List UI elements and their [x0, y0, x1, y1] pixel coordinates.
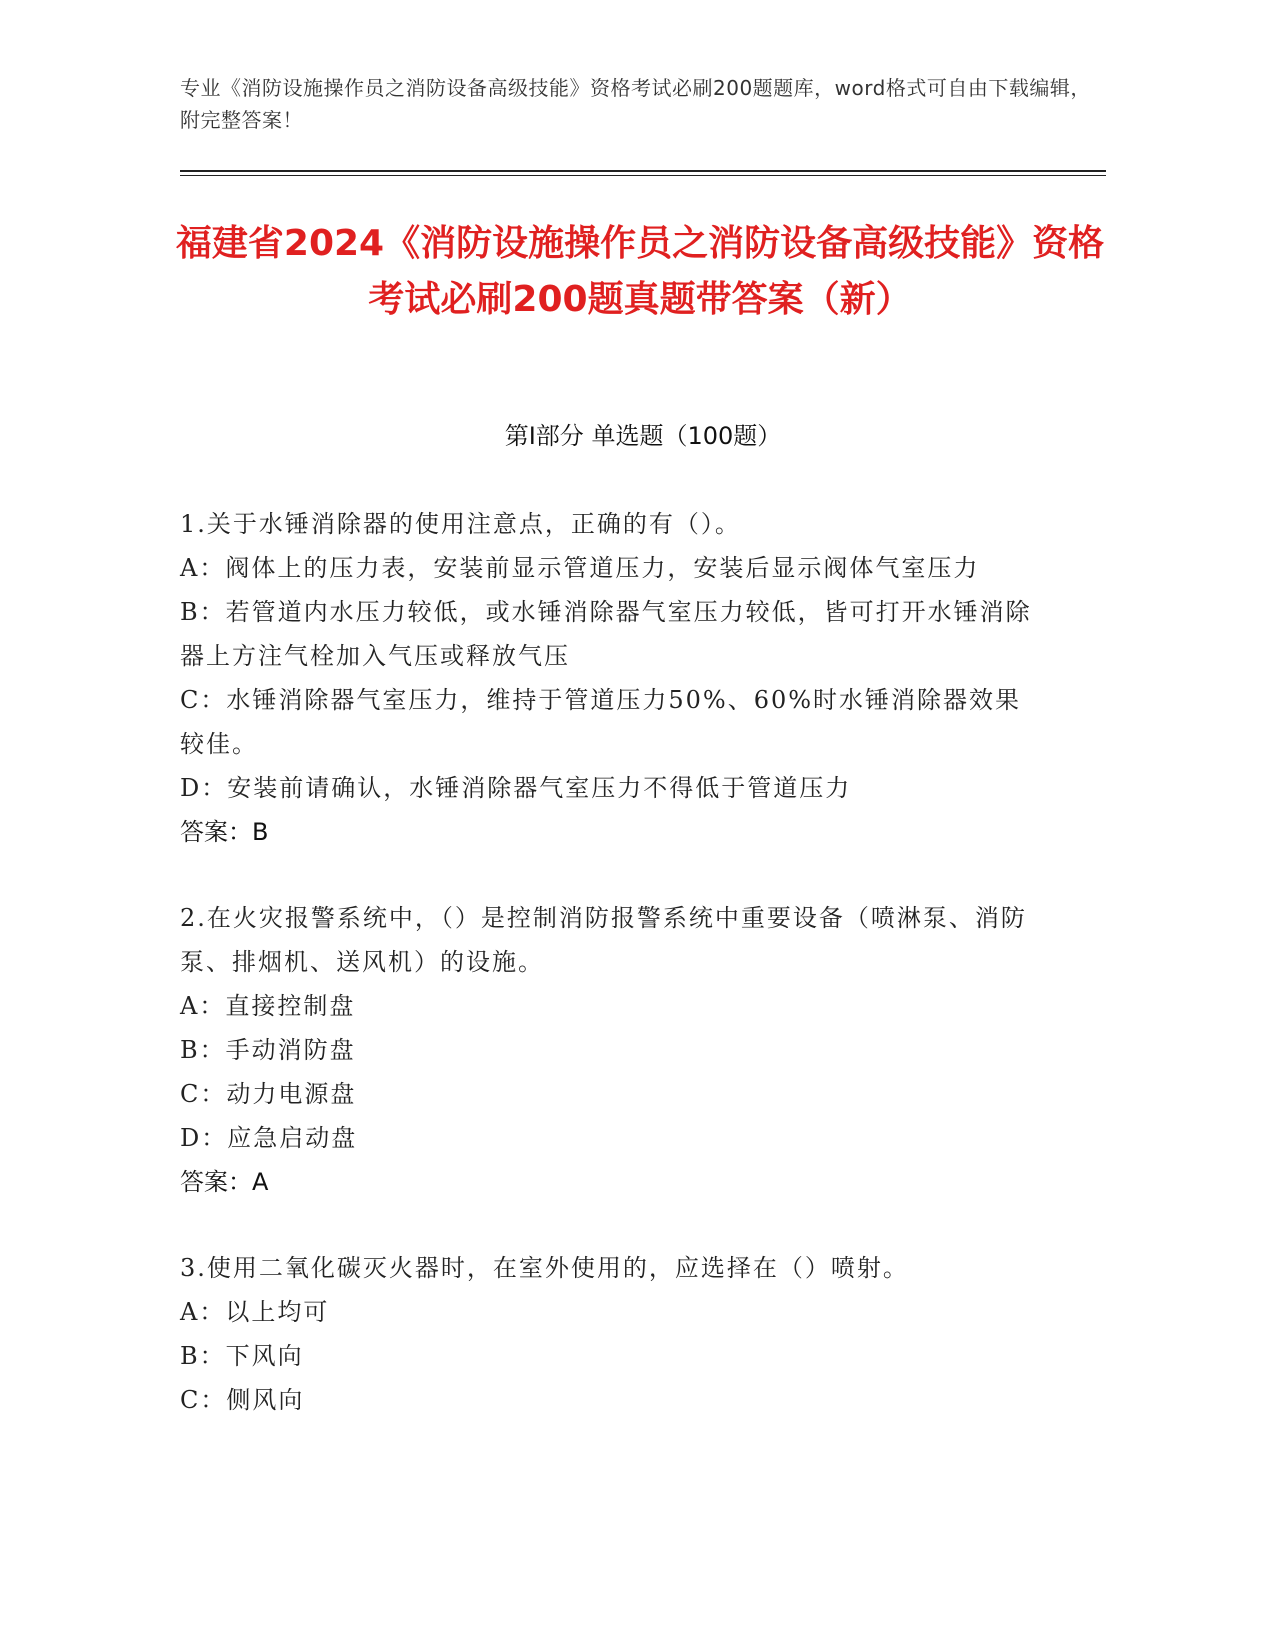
option-d: D：应急启动盘	[180, 1124, 358, 1152]
question-list	[180, 502, 1040, 1464]
question-2	[180, 896, 1040, 1204]
option-c: C：动力电源盘	[180, 1080, 357, 1108]
answer: 答案：A	[180, 1168, 269, 1196]
option-b: B：手动消防盘	[180, 1036, 356, 1064]
option-b: B：若管道内水压力较低，或水锤消除器气室压力较低，皆可打开水锤消除器上方注气栓加入气压或释放气压	[180, 598, 1032, 670]
option-c: C：侧风向	[180, 1386, 305, 1414]
option-d: D：安装前请确认，水锤消除器气室压力不得低于管道压力	[180, 774, 852, 802]
question-stem: 2.在火灾报警系统中，（）是控制消防报警系统中重要设备（喷淋泵、消防泵、排烟机、送风机）的设施。	[180, 904, 1027, 976]
header-divider-thin	[180, 175, 1106, 176]
option-b: B：下风向	[180, 1342, 304, 1370]
option-a: A：直接控制盘	[180, 992, 356, 1020]
option-c: C：水锤消除器气室压力，维持于管道压力50%、60%时水锤消除器效果较佳。	[180, 686, 1022, 758]
header-divider-thick	[180, 170, 1106, 172]
question-1	[180, 502, 1040, 854]
option-a: A：阀体上的压力表，安装前显示管道压力，安装后显示阀体气室压力	[180, 554, 980, 582]
question-3	[180, 1246, 1040, 1422]
option-a: A：以上均可	[180, 1298, 330, 1326]
question-stem: 3.使用二氧化碳灭火器时，在室外使用的，应选择在（）喷射。	[180, 1254, 909, 1282]
header-note: 专业《消防设施操作员之消防设备高级技能》资格考试必刷200题题库，word格式可自由下载编辑，附完整答案！	[180, 76, 1091, 132]
question-stem: 1.关于水锤消除器的使用注意点，正确的有（）。	[180, 510, 741, 538]
document-title: 福建省2024《消防设施操作员之消防设备高级技能》资格考试必刷200题真题带答案（新）	[175, 223, 1105, 320]
section-title: 第I部分 单选题（100题）	[504, 422, 782, 450]
answer: 答案：B	[180, 818, 269, 846]
